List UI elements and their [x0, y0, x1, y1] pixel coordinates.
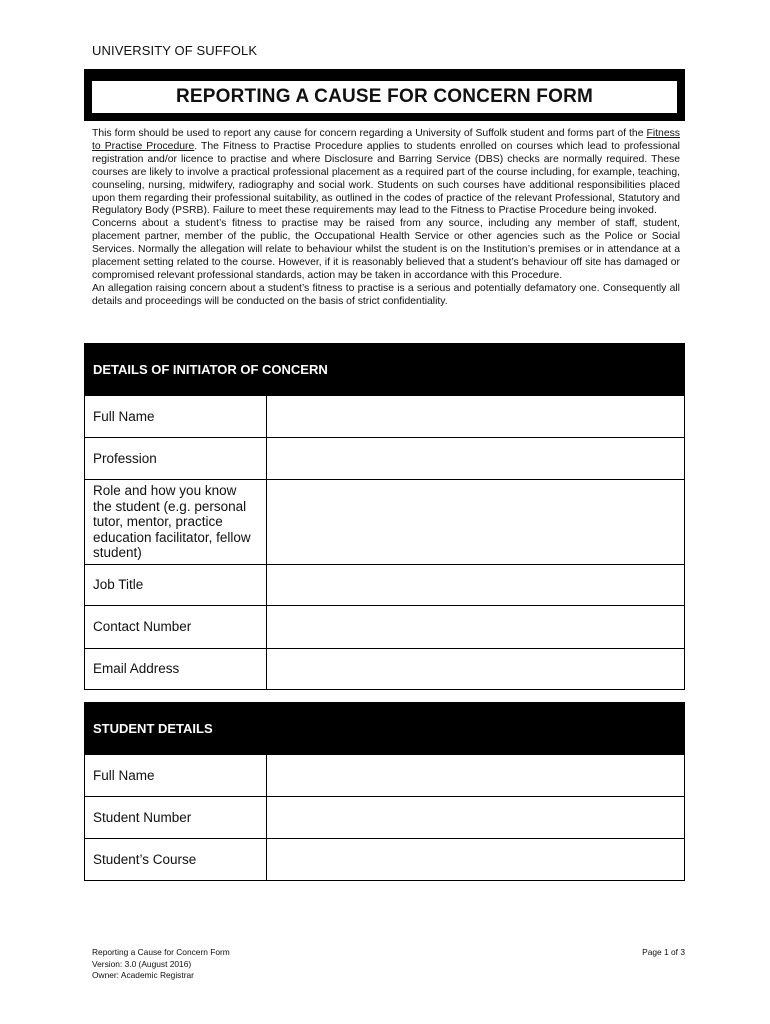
- student-number-cell: [267, 797, 685, 839]
- initiator-full-name-cell: [267, 396, 685, 438]
- email-address-label: Email Address: [85, 649, 267, 690]
- table-row: [85, 649, 685, 690]
- intro-text: [92, 128, 680, 309]
- form-title-box: [90, 81, 679, 113]
- table-row: [85, 438, 685, 480]
- table-row: [85, 396, 685, 438]
- initiator-section: [84, 343, 685, 690]
- footer-owner: Owner: Academic Registrar: [92, 970, 194, 980]
- initiator-full-name-field[interactable]: [267, 405, 684, 428]
- table-row: [85, 797, 685, 839]
- intro-p1-end: . The Fitness to Practise Procedure applies to students enrolled on courses which lead to professional registration and/or licence to practise and where Disclosure and Barring Service (DBS) checks are normally required. These courses are likely to involve a practical professional placement as a required part of the course including, for example, teaching, counseling, nursing, midwifery, radiography and social work. Students on such courses have additional responsibilities placed upon them regarding their professional suitability, as outlined in the codes of practice of the relevant Professional, Statutory and Regulatory Body (PSRB). Failure to meet these requirements may lead to the Fitness to Practise Procedure being invoked.: [92, 140, 680, 217]
- job-title-field[interactable]: [267, 574, 684, 597]
- student-section: [84, 702, 685, 881]
- student-full-name-cell: [267, 755, 685, 797]
- job-title-label: Job Title: [85, 565, 267, 606]
- footer-version: Version: 3.0 (August 2016): [92, 958, 192, 969]
- intro-paragraph-3: An allegation raising concern about a student’s fitness to practise is a serious and potentially defamatory one. Consequently all details and proceedings will be conducted on the basis of strict confidentiality.: [92, 282, 680, 307]
- contact-number-label: Contact Number: [85, 606, 267, 649]
- table-row: [85, 565, 685, 606]
- student-full-name-label: Full Name: [85, 755, 267, 797]
- email-address-field[interactable]: [267, 658, 684, 681]
- organization-name: UNIVERSITY OF SUFFOLK: [92, 43, 258, 58]
- student-number-label: Student Number: [85, 797, 267, 839]
- profession-cell: [267, 438, 685, 480]
- role-label: Role and how you know the student (e.g. personal tutor, mentor, practice education facilitator, fellow student): [85, 480, 267, 565]
- contact-number-cell: [267, 606, 685, 649]
- students-course-cell: [267, 839, 685, 881]
- table-row: [85, 755, 685, 797]
- footer-doc-name: Reporting a Cause for Concern Form: [92, 947, 230, 957]
- initiator-section-heading: DETAILS OF INITIATOR OF CONCERN: [84, 343, 685, 395]
- email-address-cell: [267, 649, 685, 690]
- form-title: REPORTING A CAUSE FOR CONCERN FORM: [175, 86, 594, 107]
- role-field[interactable]: [267, 511, 684, 534]
- full-name-label: Full Name: [85, 396, 267, 438]
- fitness-to-practise-link[interactable]: Fitness to Practise Procedure: [92, 128, 680, 152]
- student-table: [84, 754, 685, 881]
- job-title-cell: [267, 565, 685, 606]
- page-number: Page 1 of 3: [642, 947, 685, 957]
- intro-paragraph-1: [92, 128, 680, 218]
- role-cell: [267, 480, 685, 565]
- intro-p1-start: This form should be used to report any cause for concern regarding a University of Suffolk student and forms part of the: [92, 128, 647, 139]
- form-title-banner: [84, 69, 685, 121]
- contact-number-field[interactable]: [267, 616, 684, 639]
- table-row: [85, 480, 685, 565]
- students-course-field[interactable]: [267, 848, 684, 871]
- student-number-field[interactable]: [267, 806, 684, 829]
- students-course-label: Student’s Course: [85, 839, 267, 881]
- intro-paragraph-2: Concerns about a student’s fitness to practise may be raised from any source, including any member of staff, student, placement partner, member of the public, the Occupational Health Service or other agencies such as the Police or Social Services. Normally the allegation will relate to behaviour whilst the student is on the Institution’s premises or in attendance at a placement setting related to the course. However, if it is reasonably believed that a student’s behaviour off site has damaged or compromised relevant professional standards, action may be taken in accordance with this Procedure.: [92, 218, 680, 281]
- profession-field[interactable]: [267, 447, 684, 470]
- student-full-name-field[interactable]: [267, 764, 684, 787]
- initiator-table: [84, 395, 685, 690]
- footer-document-info: [92, 947, 230, 982]
- table-row: [85, 839, 685, 881]
- profession-label: Profession: [85, 438, 267, 480]
- table-row: [85, 606, 685, 649]
- student-section-heading: STUDENT DETAILS: [84, 702, 685, 754]
